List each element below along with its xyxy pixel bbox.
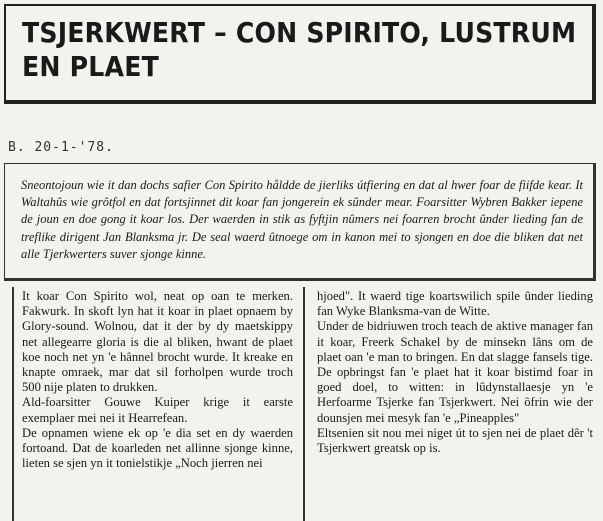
left-paragraph-3: De opnamen wiene ek op 'e dia set en dy waerden fortoand. Dat de koarleden net allinne sjonge kinne, lieten se sjen yn it tonielstikje „Noch jierren nei: [22, 425, 293, 471]
left-paragraph-1: It koar Con Spirito wol, neat op oan te merken. Fakwurk. In skoft lyn hat it koar in plaet opnaem by Glory-sound. Wolnou, dat it der by dy maetskippy net allegearre gloria is die al bliken, hwant de plaet koe noch net yn 'e hânnel brocht wurde. It kreake en knapte omraek, mar dat sil forholpen wurde troch 500 nije platen to drukken.: [22, 289, 293, 395]
left-column: [12, 287, 305, 521]
intro-box: [4, 163, 596, 281]
right-paragraph-3: Eltsenien sit nou mei niget út to sjen nei de plaet dêr 't Tsjerkwert greatsk op is.: [317, 425, 593, 456]
headline: TSJERKWERT – CON SPIRITO, LUSTRUM EN PLAET: [22, 16, 577, 83]
intro-paragraph: Sneontojoun wie it dan dochs safier Con Spirito håldde de jierliks útfiering en dat al hwer foar de fiifde kear. It Waltahûs wie grôtfol en dat fortsjinnet dit koar fan jongerein ek sûnder mear. Foarsitter Wybren Bakker iepene de joun en doe gong it koar los. Der waerden in stik as fyftjin nûmers nei foarren brocht ûnder lieding fan de treflike dirigent Jan Blanksma jr. De seal waerd ûtnoege om in kanon mei to sjongen en doe die bliken dat net alle Tjerkwerters suver sjonge kinne.: [21, 178, 583, 261]
headline-box: [4, 4, 596, 104]
left-paragraph-2: Ald-foarsitter Gouwe Kuiper krige it earste exemplaer mei nei it Hearrefean.: [22, 395, 293, 425]
date-stamp: B. 20-1-'78.: [8, 140, 114, 155]
right-column: [309, 287, 599, 521]
right-paragraph-2: Under de bidriuwen troch teach de aktive manager fan it koar, Freerk Schakel by de minsekn lâns om de plaet oan 'e man to bringen. En dat slagge fansels tige. De opbringst fan 'e plaet hat it koar bistimd foar in goed doel, to witten: in lûdynstallaesje yn 'e Herfoarme Tsjerke fan Tsjerkwert. Nei ôfrin wie der dounsjen mei mesyk fan 'e „Pineapples": [317, 319, 593, 425]
right-paragraph-1: hjoed". It waerd tige koartswilich spile ûnder lieding fan Wyke Blanksma-van de Witte.: [317, 289, 593, 319]
